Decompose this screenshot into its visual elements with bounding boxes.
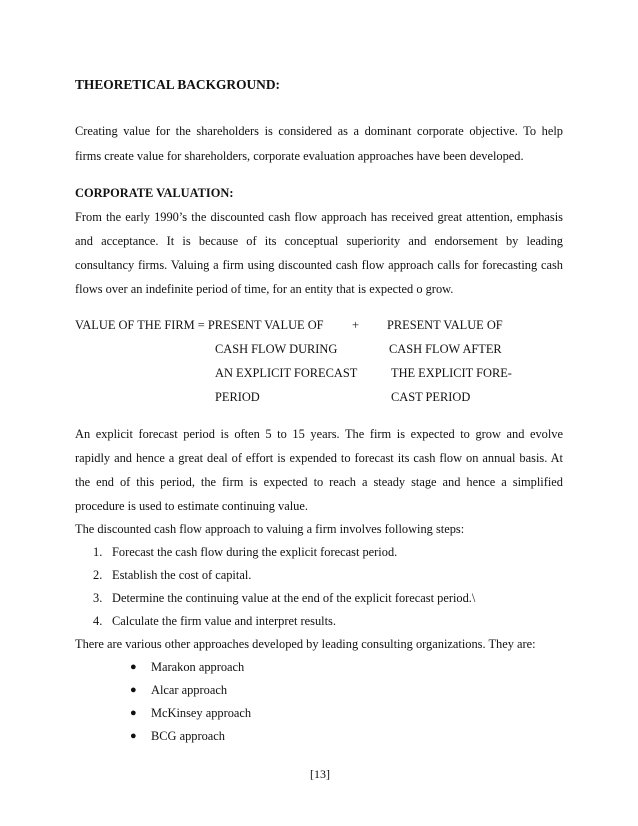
- approach-item: Marakon approach: [151, 660, 245, 674]
- intro-line-1: Creating value for the shareholders is considered as a dominant corporate objective. To help: [75, 124, 563, 138]
- formula-term2-line-1: PRESENT VALUE OF: [387, 318, 503, 332]
- subsection-title: CORPORATE VALUATION:: [75, 186, 234, 200]
- section-title: THEORETICAL BACKGROUND:: [75, 77, 280, 92]
- intro-line-2: firms create value for shareholders, corporate evaluation approaches have been developed.: [75, 149, 524, 163]
- bullet-icon: ●: [130, 730, 137, 742]
- page-number: [13]: [310, 767, 330, 781]
- step-number: 4.: [93, 614, 103, 628]
- forecast-line-1: An explicit forecast period is often 5 to 15 years. The firm is expected to grow and evolve: [75, 427, 563, 441]
- formula-term1-line-2: AN EXPLICIT FORECAST: [215, 366, 358, 380]
- step-text: Establish the cost of capital.: [112, 568, 252, 582]
- valuation-line-2: and acceptance. It is because of its conceptual superiority and endorsement by leading: [75, 234, 563, 248]
- step-number: 1.: [93, 545, 103, 559]
- approach-item: McKinsey approach: [151, 706, 252, 720]
- formula-term1-line-1: CASH FLOW DURING: [215, 342, 338, 356]
- forecast-line-2: rapidly and hence a great deal of effort is expended to forecast its cash flow on annual basis. At: [75, 451, 563, 465]
- step-number: 2.: [93, 568, 103, 582]
- step-text: Calculate the firm value and interpret results.: [112, 614, 336, 628]
- forecast-line-3: the end of this period, the firm is expected to reach a steady stage and hence a simplified: [75, 475, 563, 489]
- formula-lhs: VALUE OF THE FIRM = PRESENT VALUE OF: [75, 318, 324, 332]
- approaches-intro: There are various other approaches developed by leading consulting organizations. They are:: [75, 637, 536, 651]
- valuation-line-3: consultancy firms. Valuing a firm using discounted cash flow approach calls for forecasting cash: [75, 258, 563, 272]
- formula-plus: +: [352, 318, 359, 332]
- formula-term2-line-3: THE EXPLICIT FORE-: [391, 366, 512, 380]
- formula-term2-line-4: CAST PERIOD: [391, 390, 471, 404]
- valuation-line-1: From the early 1990’s the discounted cash flow approach has received great attention, emphasis: [75, 210, 563, 224]
- steps-intro: The discounted cash flow approach to valuing a firm involves following steps:: [75, 522, 465, 536]
- bullet-icon: ●: [130, 661, 137, 673]
- step-text: Forecast the cash flow during the explicit forecast period.: [112, 545, 398, 559]
- forecast-line-4: procedure is used to estimate continuing value.: [75, 499, 308, 513]
- approach-item: Alcar approach: [151, 683, 228, 697]
- bullet-icon: ●: [130, 707, 137, 719]
- formula-term1-line-3: PERIOD: [215, 390, 260, 404]
- formula-term2-line-2: CASH FLOW AFTER: [389, 342, 502, 356]
- step-text: Determine the continuing value at the end of the explicit forecast period.\: [112, 591, 476, 605]
- valuation-line-4: flows over an indefinite period of time, for an entity that is expected o grow.: [75, 282, 454, 296]
- approach-item: BCG approach: [151, 729, 225, 743]
- step-number: 3.: [93, 591, 103, 605]
- bullet-icon: ●: [130, 684, 137, 696]
